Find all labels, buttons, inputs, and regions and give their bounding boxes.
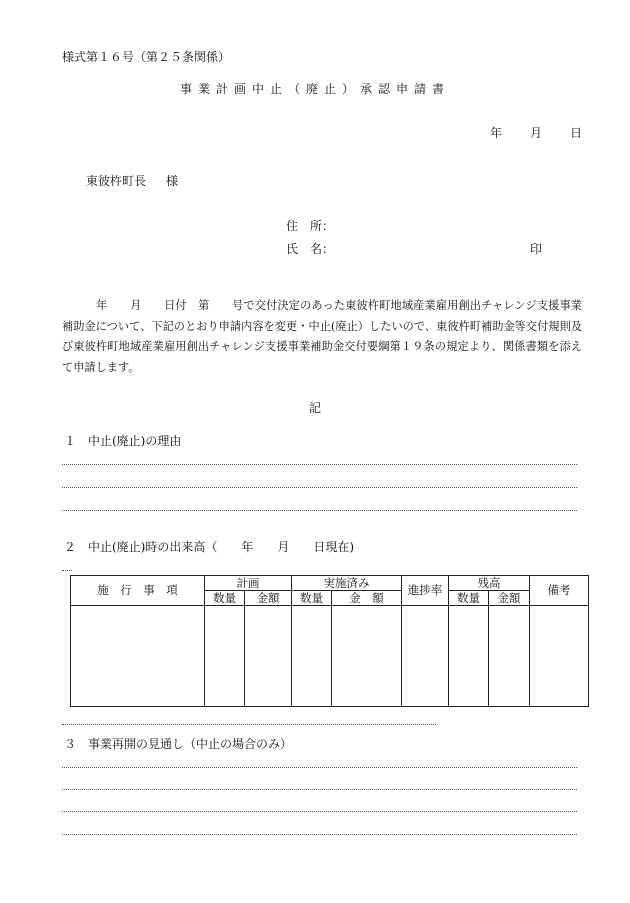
progress-table xyxy=(70,575,589,707)
form-number: 様式第１６号（第２５条関係） xyxy=(62,50,231,64)
section-3-heading: ３ 事業再開の見通し（中止の場合のみ） xyxy=(64,737,293,751)
section-2-short-line xyxy=(62,570,72,571)
table-header-plan-amount: 金額 xyxy=(245,591,292,606)
table-cell-remaining-amount xyxy=(489,606,530,707)
table-header-plan: 計画 xyxy=(205,576,292,591)
application-paragraph xyxy=(62,296,582,378)
table-header-remaining-amount: 金額 xyxy=(489,591,530,606)
section-1-heading: １ 中止(廃止)の理由 xyxy=(64,434,182,448)
addressee-honorific: 様 xyxy=(166,174,179,188)
section-3-line-1 xyxy=(62,767,577,768)
section-3-line-4 xyxy=(62,834,577,835)
table-header-actual-quantity: 数量 xyxy=(292,591,332,606)
table-cell-actual-amount xyxy=(332,606,402,707)
table-cell-remaining-quantity xyxy=(449,606,489,707)
section-1-line-1 xyxy=(62,464,577,465)
table-header-remaining: 残高 xyxy=(449,576,530,591)
date-year-label: 年 xyxy=(489,126,502,140)
ki-heading: 記 xyxy=(308,401,321,415)
addressee xyxy=(86,172,178,189)
table-cell-plan-quantity xyxy=(205,606,245,707)
date-line xyxy=(490,124,582,141)
application-paragraph-text: 年 月 日付 第 号で交付決定のあった東彼杵町地域産業雇用創出チャレンジ支援事業補助金について、下記のとおり申請内容を変更・中止(廃止）したいので、東彼杵町補助金等交付規則及び東彼杵町地域産業雇用創出チャレンジ支援事業補助金交付要綱第１９条の規定より、関係書類を添えて申請します。 xyxy=(62,299,582,374)
table-header-remaining-quantity: 数量 xyxy=(449,591,489,606)
section-2-heading: ２ 中止(廃止)時の出来高（ 年 月 日現在) xyxy=(64,540,355,554)
section-3-line-2 xyxy=(62,789,577,790)
table-header-progress: 進捗率 xyxy=(402,576,449,606)
table-header-remarks: 備考 xyxy=(530,576,589,606)
document-title: 事業計画中止（廃止）承認申請書 xyxy=(179,82,450,96)
table-cell-plan-amount xyxy=(245,606,292,707)
name-label: 氏 名： xyxy=(286,242,335,256)
address-label: 住 所： xyxy=(286,219,335,233)
table-cell-item xyxy=(71,606,205,707)
section-2-bottom-line xyxy=(62,724,436,725)
section-1-line-2 xyxy=(62,487,577,488)
seal-mark: 印 xyxy=(530,242,543,256)
date-day-label: 日 xyxy=(569,126,582,140)
table-header-actual-amount: 金 額 xyxy=(332,591,402,606)
section-1-line-3 xyxy=(62,510,577,511)
table-cell-progress xyxy=(402,606,449,707)
table-cell-actual-quantity xyxy=(292,606,332,707)
table-header-actual: 実施済み xyxy=(292,576,402,591)
table-cell-remarks xyxy=(530,606,589,707)
table-header-plan-quantity: 数量 xyxy=(205,591,245,606)
section-3-line-3 xyxy=(62,811,577,812)
addressee-name: 東彼杵町長 xyxy=(86,174,147,188)
table-header-item: 施 行 事 項 xyxy=(71,576,205,606)
date-month-label: 月 xyxy=(529,126,542,140)
